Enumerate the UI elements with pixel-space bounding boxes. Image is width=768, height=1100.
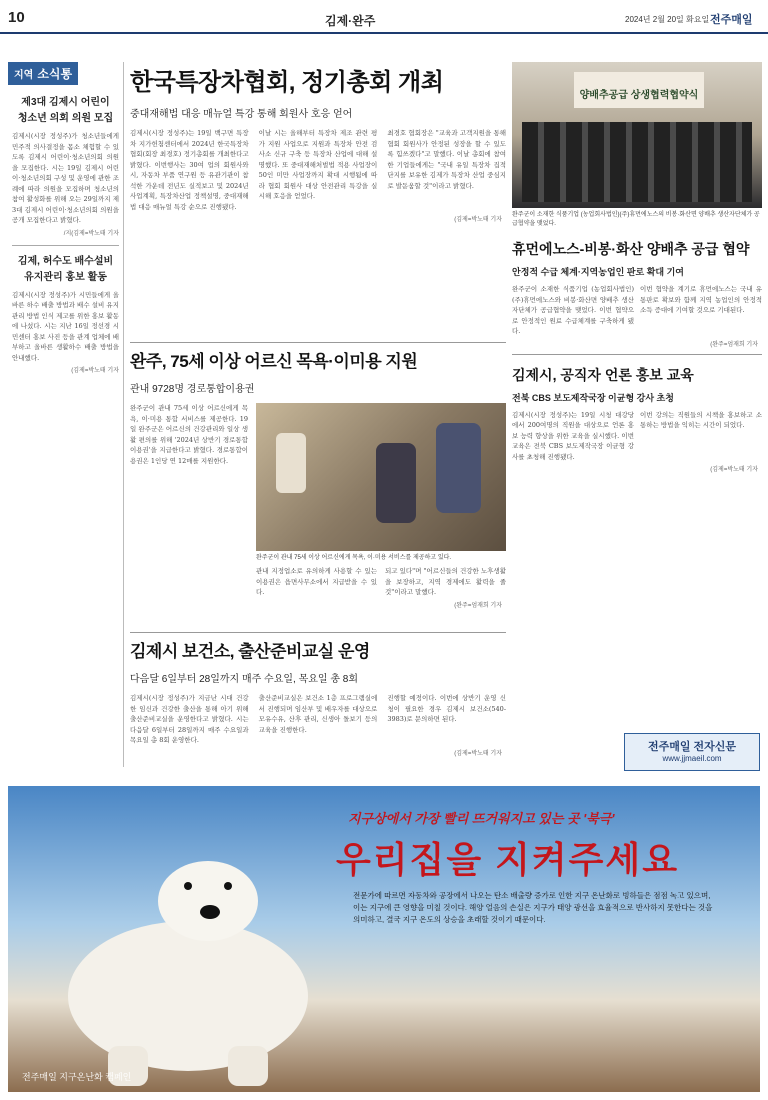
article-body: 출산준비교실은 보건소 1층 프로그램실에서 진행되며 임산부 및 배우자를 대상으로 모유수유, 산후 관리, 신생아 돌보기 등의 교육을 진행한다. [258, 694, 378, 734]
photo-caption: 완주군이 소재한 식품기업 (농업회사법인)(주)휴먼에노스의 비봉·화산면 양배추 생산자단체가 공급협약을 맺었다. [512, 212, 760, 227]
article-body: 완주군이 관내 75세 이상 어르신에게 목욕, 이·미용 통합 서비스를 제공한다. 19일 완주군은 어르신의 건강관리와 일상 생활 편의를 위해 '2024년 상반기 경로통합이용권'을 지급한다고 밝혔다. 경로통합이용권은 1인당 연 12매를 지원한다. [130, 404, 248, 465]
climate-campaign-ad [8, 786, 760, 1092]
lead-body-col-1: 김제시(시장 정성주)는 19일 백구면 특장차 지가헌첨센터에서 2024년 한국특장차협회(회장 최경호) 정기총회를 개최한다고 밝혔다. 이번행사는 30여 업의 회원사와 시, 자동차 부품 연구원 등 유관기관이 참석한 가운데 전년도 실적보고 및 2024년 사업계획, 특장차산업 정책설명, 중대재해법 대응 매뉴얼 특강 순으로 진행됐다. [130, 129, 249, 211]
article-subhead: 안정적 수급 체계·지역농업인 판로 확대 기여 [512, 267, 684, 277]
lead-body-col-3: 최경호 협회장은 "교육과 고객지원을 통해 협회 회원사가 안정된 성장을 할 수 있도록 힘쓰겠다"고 말했다. 이날 총회에 참여한 기업들에게는 "국내 유일 특장차 집적단지를 보유한 김제가 특장차 산업 중심지로 발돋움할 것"이라고 밝혔다. [387, 129, 507, 190]
brief-body: 김제시(시장 정성주)가 청소년들에게 민주적 의사결정을 몸소 체험할 수 있도록 김제시 어린이·청소년의회 의원을 모집한다. 시는 19일 김제시 어린이·청소년의회 구성 및 운영에 관한 조례에 따라 의원을 모집하며 청소년의 참여 활성화를 위해 오는 29일까지 제3대 김제시 어린이·청소년의회 의원을 공개 모집한다고 밝혔다. [12, 132, 119, 224]
byline: (김제=박노태 기자 [71, 368, 119, 374]
article-headline[interactable]: 완주, 75세 이상 어르신 목욕·이미용 지원 [130, 352, 418, 371]
article-body: 되고 있다"며 "어르신들의 건강한 노후생활을 보장하고, 지역 경제에도 활력을 줄 것"이라고 말했다. [385, 567, 506, 596]
right-column [512, 62, 762, 473]
brief-title[interactable]: 김제, 허수도 배수설비 유지관리 홍보 활동 [17, 255, 114, 283]
publication-name: 전주매일 [710, 14, 753, 26]
article-body: 김제시(시장 정성주)가 지금난 시대 건강한 임신과 건강한 출산을 통해 아기 위해 출산준비교실을 운영한다고 밝혔다. 시는 다음달 6일부터 28일까지 매주 수요일과 목요일 총 8회 운영한다. [130, 694, 249, 744]
article-birth-class [130, 632, 506, 757]
lead-article [130, 62, 506, 223]
byline: (완주=엄재희 기자 [454, 602, 502, 609]
ad-credit: 전주매일 지구온난화 캠페인 [22, 1072, 132, 1082]
ad-body: 전문가에 따르면 자동차와 공장에서 나오는 탄소 배출량 증가로 인한 지구 온난화로 빙하들은 점점 녹고 있으며, 이는 지구에 큰 영향을 미칠 것이다. 해양 얼음의 손실은 지구가 태양 광선을 효율적으로 반사하지 못한다는 것을 의미하고, 결국 지구 온도의 상승을 초래할 것이기 때문이다. [353, 891, 713, 924]
article-wanju-elderly [130, 342, 506, 609]
article-subhead: 전북 CBS 보도제작국장 이균형 강사 초청 [512, 392, 674, 403]
ceremony-banner: 양배추공급 상생협력협약식 [574, 72, 704, 108]
photo-caption: 완주군이 관내 75세 이상 어르신에게 목욕, 이·미용 서비스를 제공하고 있다. [256, 555, 452, 561]
e-newspaper-banner[interactable] [624, 733, 760, 771]
page-number: 10 [8, 9, 25, 26]
e-newspaper-title: 전주매일 전자신문 [647, 741, 737, 753]
section-name: 김제·완주 [325, 14, 376, 28]
byline: (김제=박노태 기자 [454, 217, 502, 223]
brief-title[interactable]: 제3대 김제시 어린이 청소년 의회 의원 모집 [17, 97, 114, 124]
article-body: 이번 협약을 계기로 휴먼에노스는 국내 유통판로 확보와 함께 지역 농업인의 안정적 소득 증대에 기여할 것으로 기대된다. [640, 285, 762, 314]
lead-subhead: 중대재해법 대응 매뉴얼 특강 통해 회원사 호응 얻어 [130, 109, 353, 120]
barbershop-photo [256, 403, 506, 551]
news-briefs-column [8, 62, 124, 767]
article-subhead: 다음달 6일부터 28일까지 매주 수요일, 목요일 총 8회 [130, 674, 359, 685]
polar-bear-illustration [38, 826, 338, 1092]
article-subhead: 관내 9728명 경로통합이용권 [130, 384, 255, 395]
section-tag [8, 62, 78, 85]
article-headline[interactable]: 휴먼에노스-비봉·화산 양배추 공급 협약 [512, 241, 750, 257]
tag-title: 소식통 [37, 67, 73, 81]
brief-body: 김제시(시장 정성주)가 시민들에게 올바른 하수 배출 방법과 배수 설비 유지관리 방법 인식 제고를 위한 홍보 활동에 나섰다. 시는 지난 16일 정선경 시민센터 홍보 사진 등을 관계 업체에 배부하고 올바른 생활하수 배출 방법을 안내했다. [12, 290, 119, 362]
byline: (김제=박노태 기자 [710, 467, 758, 473]
article-body: 김제시(시장 정성주)는 19일 시청 대강당에서 200여명의 직원을 대상으로 언론 홍보 능력 향상을 위한 교육을 실시했다. 이번 교육은 전북 CBS 보도제작국장 이균형 강사를 초청해 진행됐다. [512, 410, 634, 461]
article-body: 관내 지정업소로 유의하게 사용할 수 있는 이용권은 읍면사무소에서 지급받을 수 있다. [256, 567, 377, 596]
byline: (완주=엄재희 기자 [710, 341, 758, 348]
page-header [0, 0, 768, 34]
article-headline[interactable]: 김제시 보건소, 출산준비교실 운영 [130, 642, 370, 661]
lead-body-col-2: 이날 시는 올해부터 특장차 제조 관련 평가 지원 사업으로 지원과 특장차 안전 검사소 신규 구축 등 특장차 산업에 대해 설명했다. 또 중대재해처벌법 적용 사업장이 50인 미만 사업장까지 확대 시행됨에 따라 협회 회원사 대상 안전관리 특강을 실시해 호응을 얻었다. [258, 129, 378, 200]
agreement-ceremony-photo [512, 62, 762, 208]
article-headline[interactable]: 김제시, 공직자 언론 홍보 교육 [512, 366, 694, 383]
byline: (김제=박노태 기자 [454, 750, 502, 757]
e-newspaper-url[interactable]: www.jjmaeil.com [662, 754, 722, 763]
lead-headline[interactable]: 한국특장차협회, 정기총회 개최 [130, 69, 444, 96]
ad-headline: 우리집을 지켜주세요 [336, 839, 679, 880]
issue-date: 2024년 2월 20일 화요일 [625, 15, 710, 24]
ad-tagline: 지구상에서 가장 빨리 뜨거워지고 있는 곳 '북극' [348, 811, 615, 826]
article-body: 완주군이 소재한 식품기업 (농업회사법인)(주)휴먼에노스와 비봉·화산면 양배추 생산자단체가 공급협약을 맺었다. 이번 협약으로 안정적인 원료 수급체계를 구축하게 됐다. [512, 285, 634, 335]
tag-region: 지역 [14, 70, 34, 81]
article-body: 진행할 예정이다. 이번에 상반기 운영 신청이 필요한 경우 김제시 보건소(540-3983)로 문의하면 된다. [387, 694, 507, 723]
article-body: 이번 강의는 직원들의 시책을 홍보하고 소통하는 방법을 익히는 시간이 되었다. [640, 410, 762, 429]
byline: /지(김제=박노태 기자 [63, 230, 119, 237]
